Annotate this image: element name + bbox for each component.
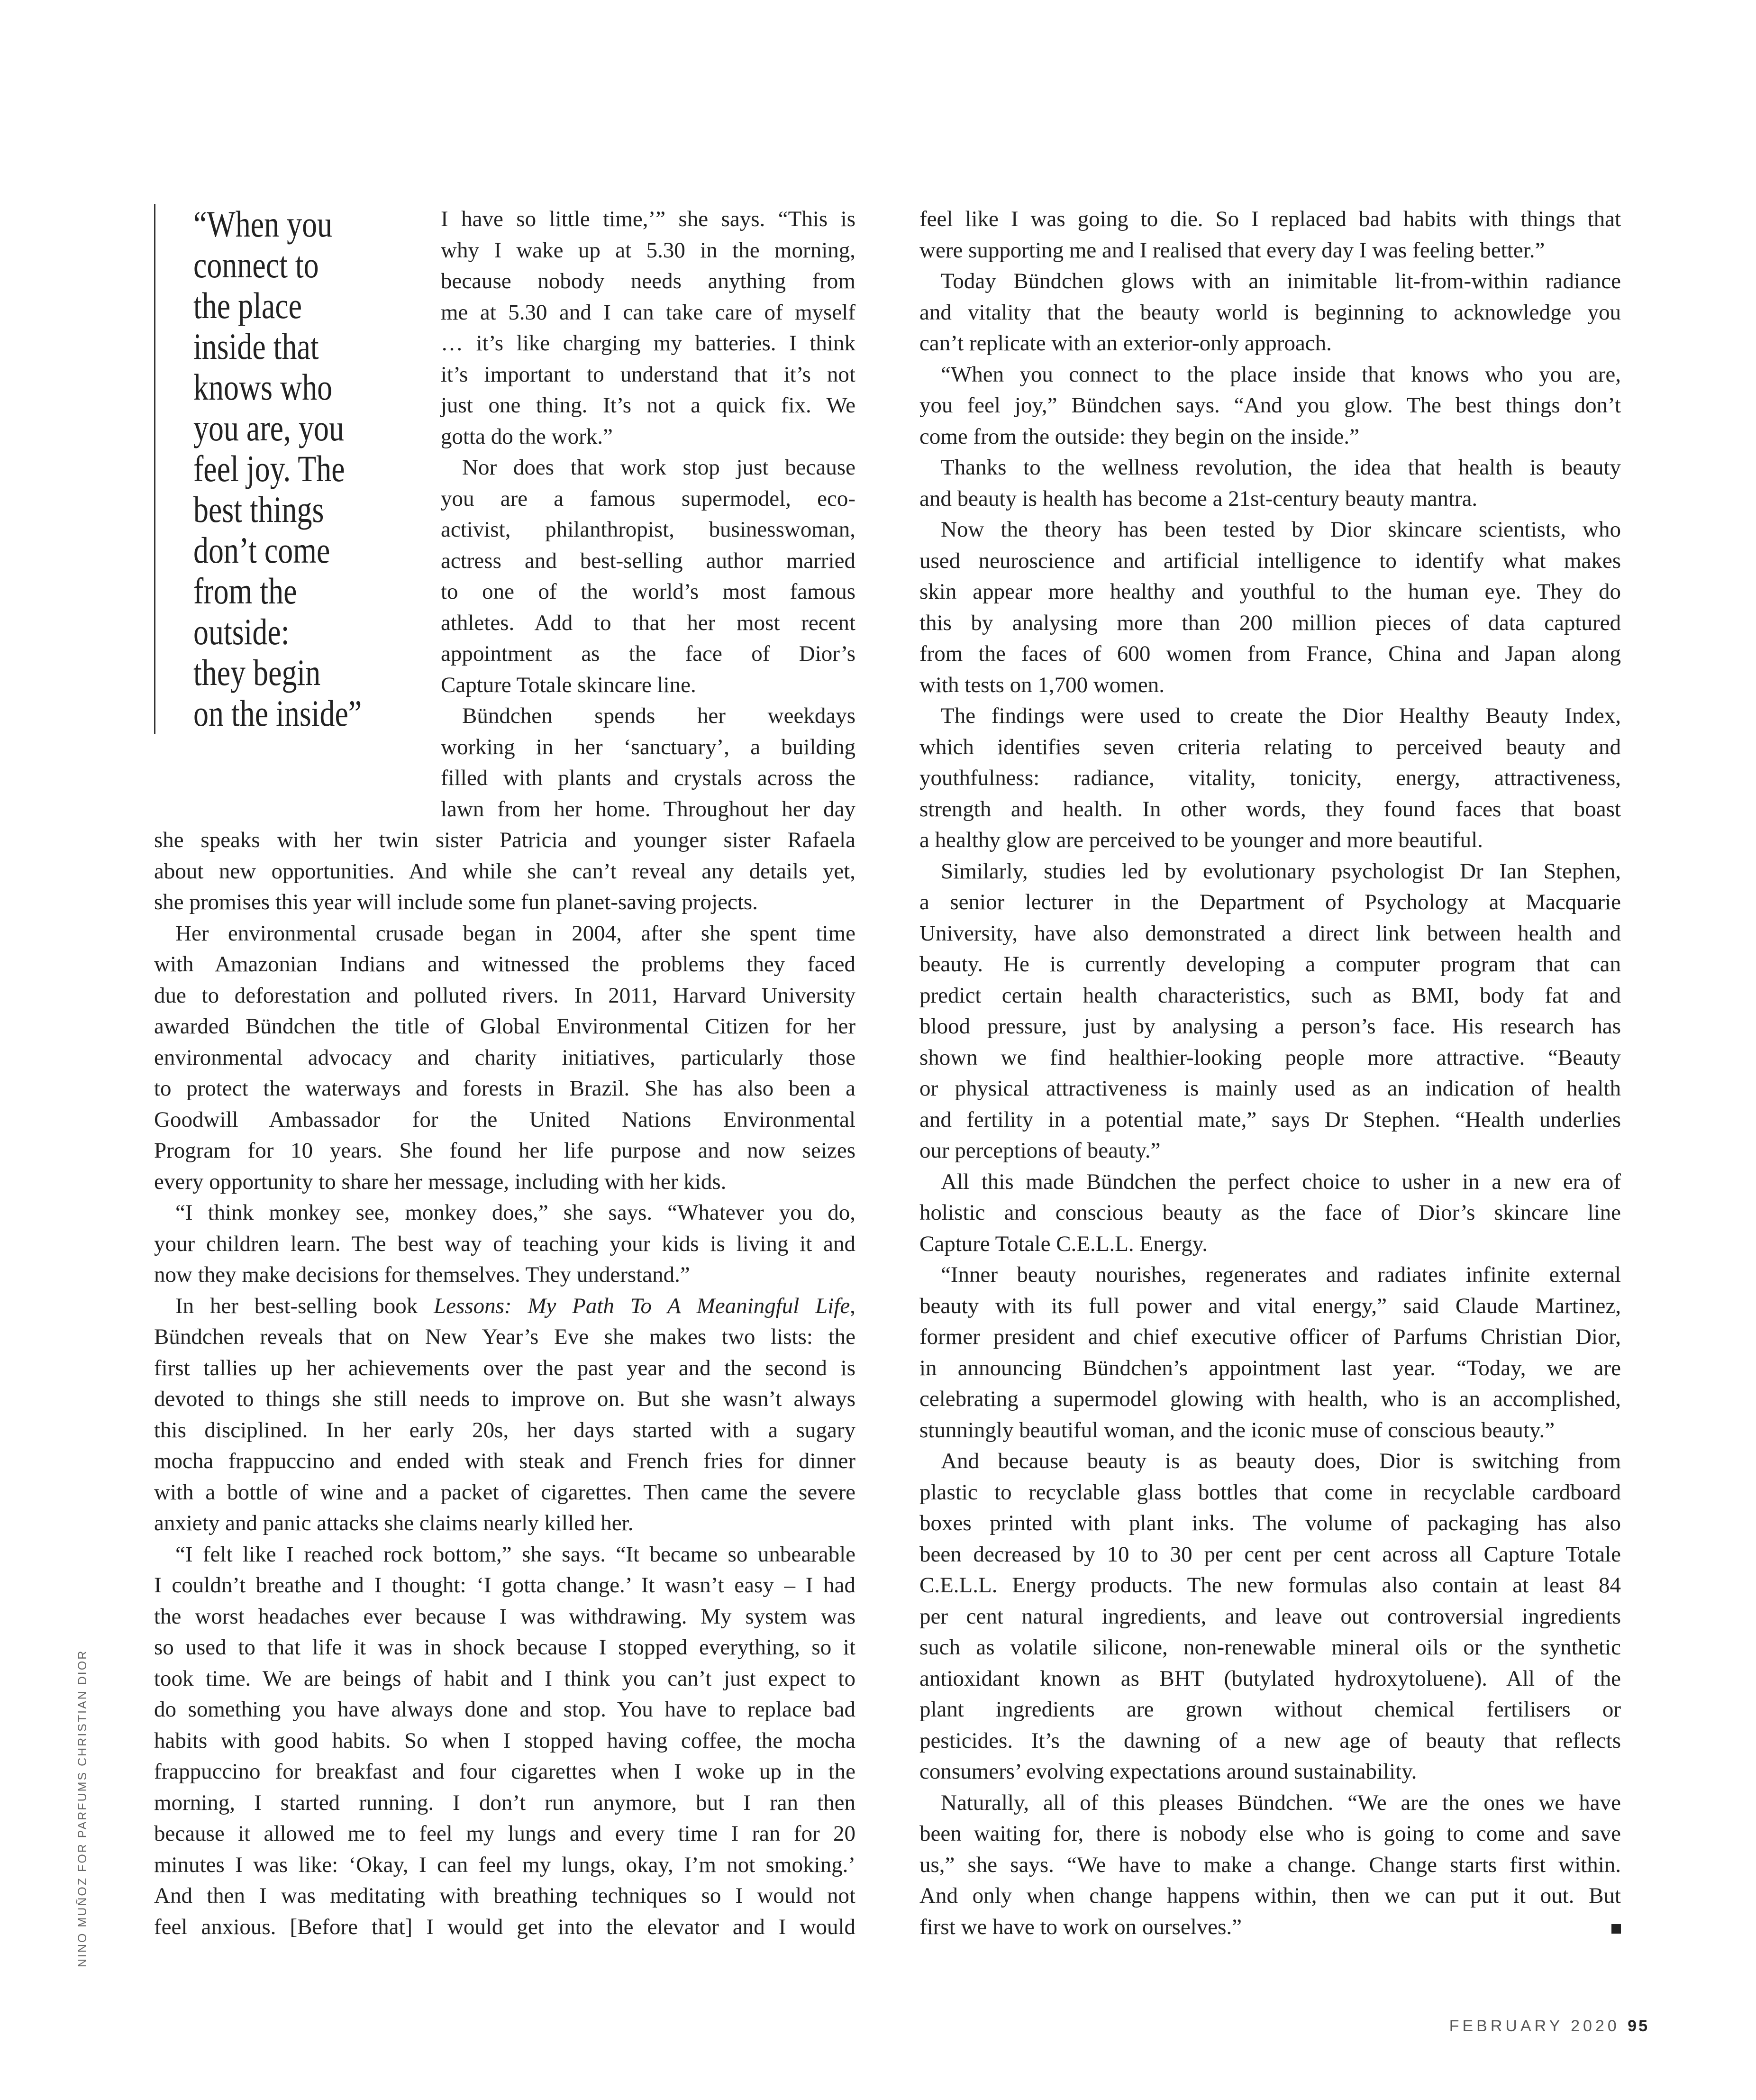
text-line: University, have also demonstrated a direct link between health and xyxy=(919,921,1621,946)
text-line: about new opportunities. And while she can’t reveal any details yet, xyxy=(154,858,855,884)
text-line: Today Bündchen glows with an inimitable lit-from-within radiance xyxy=(941,269,1621,293)
text-line: shown we find healthier-looking people more attractive. “Beauty xyxy=(919,1045,1621,1070)
text-line: feel anxious. [Before that] I would get into the elevator and I would xyxy=(154,1914,855,1939)
photo-credit: NINO MUÑOZ FOR PARFUMS CHRISTIAN DIOR xyxy=(76,1649,89,1967)
text-line: and beauty is health has become a 21st-century beauty mantra. xyxy=(919,486,1478,511)
text-line: or physical attractiveness is mainly used as an indication of health xyxy=(919,1076,1621,1101)
text-line: morning, I started running. I don’t run anymore, but I ran then xyxy=(154,1790,855,1815)
text-line: former president and chief executive officer of Parfums Christian Dior, xyxy=(919,1324,1621,1349)
text-line: it’s important to understand that it’s not xyxy=(441,362,855,387)
text-line: can’t replicate with an exterior-only approach. xyxy=(919,331,1332,356)
text-line: working in her ‘sanctuary’, a building xyxy=(441,734,855,759)
text-line: Her environmental crusade began in 2004, after she spent time xyxy=(175,921,855,946)
text-line: habits with good habits. So when I stopped having coffee, the mocha xyxy=(154,1728,855,1753)
text-line: with Amazonian Indians and witnessed the problems they faced xyxy=(154,952,855,977)
text-line: now they make decisions for themselves. They understand.” xyxy=(154,1262,690,1287)
text-line: first tallies up her achievements over the past year and the second is xyxy=(154,1355,855,1380)
text-line: which identifies seven criteria relating to perceived beauty and xyxy=(919,734,1621,759)
text-line: minutes I was like: ‘Okay, I can feel my lungs, okay, I’m not smoking.’ xyxy=(154,1852,855,1877)
text-line: strength and health. In other words, they found faces that boast xyxy=(919,796,1621,822)
page-number: 95 xyxy=(1628,2017,1649,2035)
text-line: were supporting me and I realised that every day I was feeling better.” xyxy=(919,237,1545,263)
text-line: a healthy glow are perceived to be younger and more beautiful. xyxy=(919,828,1483,852)
text-line: this disciplined. In her early 20s, her days started with a sugary xyxy=(154,1417,855,1443)
text-line: All this made Bündchen the perfect choice to usher in a new era of xyxy=(941,1169,1621,1194)
text-line: Bündchen reveals that on New Year’s Eve she makes two lists: the xyxy=(154,1324,855,1349)
pull-quote-line: outside: xyxy=(193,611,290,652)
text-line: used neuroscience and artificial intelligence to identify what makes xyxy=(919,548,1621,573)
text-line: “I think monkey see, monkey does,” she says. “Whatever you do, xyxy=(175,1200,855,1225)
text-line: “When you connect to the place inside that knows who you are, xyxy=(941,362,1621,387)
text-line: I couldn’t breathe and I thought: ‘I gotta change.’ It wasn’t easy – I had xyxy=(154,1573,855,1598)
pull-quote-line: “When you xyxy=(193,203,333,245)
text-line: been decreased by 10 to 30 per cent per cent across all Capture Totale xyxy=(919,1542,1621,1567)
pull-quote-line: they begin xyxy=(193,652,321,693)
text-line: Now the theory has been tested by Dior skincare scientists, who xyxy=(941,517,1621,542)
text-line: boxes printed with plant inks. The volume of packaging has also xyxy=(919,1511,1621,1535)
text-line: celebrating a supermodel glowing with health, who is an accomplished, xyxy=(919,1387,1621,1411)
text-line: first we have to work on ourselves.” xyxy=(919,1912,1621,1943)
text-line: skin appear more healthy and youthful to the human eye. They do xyxy=(919,579,1621,604)
pull-quote-line: knows who xyxy=(193,366,333,408)
text-line: antioxidant known as BHT (butylated hydroxytoluene). All of the xyxy=(919,1666,1621,1691)
column-1-top-text xyxy=(441,204,855,825)
text-line: from the faces of 600 women from France, China and Japan along xyxy=(919,641,1621,666)
text-line: and vitality that the beauty world is beginning to acknowledge you xyxy=(919,300,1621,325)
pull-quote-line: from the xyxy=(193,570,297,612)
text-line: a senior lecturer in the Department of Psychology at Macquarie xyxy=(919,890,1621,914)
text-line: with tests on 1,700 women. xyxy=(919,672,1165,697)
page-footer xyxy=(1449,2017,1649,2036)
text-line: devoted to things she still needs to improve on. But she wasn’t always xyxy=(154,1387,855,1411)
text-line: frappuccino for breakfast and four cigarettes when I woke up in the xyxy=(154,1759,855,1784)
text-line: us,” she says. “We have to make a change. Change starts first within. xyxy=(919,1852,1621,1877)
text-line: lawn from her home. Throughout her day xyxy=(441,796,855,822)
text-line: And then I was meditating with breathing techniques so I would not xyxy=(154,1883,855,1908)
text-line: filled with plants and crystals across the xyxy=(441,766,855,790)
text-line: Thanks to the wellness revolution, the idea that health is beauty xyxy=(941,455,1621,480)
pull-quote-text xyxy=(193,204,411,734)
text-line: beauty. He is currently developing a computer program that can xyxy=(919,952,1621,977)
text-line: such as volatile silicone, non-renewable mineral oils or the synthetic xyxy=(919,1635,1621,1660)
text-line: you are a famous supermodel, eco- xyxy=(441,486,855,511)
text-line: actress and best-selling author married xyxy=(441,548,855,573)
text-line: gotta do the work.” xyxy=(441,424,613,449)
text-line: to one of the world’s most famous xyxy=(441,579,855,604)
pull-quote-line: inside that xyxy=(193,326,319,367)
text-line: environmental advocacy and charity initiatives, particularly those xyxy=(154,1045,855,1070)
text-line: to protect the waterways and forests in Brazil. She has also been a xyxy=(154,1076,855,1101)
text-line: Program for 10 years. She found her life purpose and now seizes xyxy=(154,1138,855,1163)
text-line: and fertility in a potential mate,” says Dr Stephen. “Health underlies xyxy=(919,1107,1621,1132)
text-line: because it allowed me to feel my lungs and every time I ran for 20 xyxy=(154,1821,855,1846)
text-line: Capture Totale skincare line. xyxy=(441,672,696,697)
text-line: she speaks with her twin sister Patricia and younger sister Rafaela xyxy=(154,828,855,852)
text-line: been waiting for, there is nobody else who is going to come and save xyxy=(919,1821,1621,1846)
text-line: appointment as the face of Dior’s xyxy=(441,641,855,666)
text-line: she promises this year will include some fun planet-saving projects. xyxy=(154,890,758,914)
text-line: due to deforestation and polluted rivers. In 2011, Harvard University xyxy=(154,983,855,1008)
text-line: because nobody needs anything from xyxy=(441,269,855,293)
book-title: Lessons: My Path To A Meaningful Life xyxy=(434,1293,850,1318)
text-line: with a bottle of wine and a packet of cigarettes. Then came the severe xyxy=(154,1479,855,1505)
pull-quote-line: connect to xyxy=(193,244,319,285)
text-line: athletes. Add to that her most recent xyxy=(441,610,855,635)
text-line: “Inner beauty nourishes, regenerates and radiates infinite external xyxy=(941,1262,1621,1287)
text-line: Naturally, all of this pleases Bündchen. “We are the ones we have xyxy=(941,1790,1621,1815)
text-line: C.E.L.L. Energy products. The new formulas also contain at least 84 xyxy=(919,1573,1621,1598)
text-line: Similarly, studies led by evolutionary psychologist Dr Ian Stephen, xyxy=(941,858,1621,884)
text-line: come from the outside: they begin on the inside.” xyxy=(919,424,1360,449)
text-line: anxiety and panic attacks she claims nearly killed her. xyxy=(154,1511,634,1535)
text-line: predict certain health characteristics, such as BMI, body fat and xyxy=(919,983,1621,1008)
pull-quote-line: on the inside” xyxy=(193,693,362,734)
text-line: why I wake up at 5.30 in the morning, xyxy=(441,237,855,263)
text-line: just one thing. It’s not a quick fix. We xyxy=(441,393,855,418)
text-line: plant ingredients are grown without chemical fertilisers or xyxy=(919,1697,1621,1722)
text-line: holistic and conscious beauty as the face of Dior’s skincare line xyxy=(919,1200,1621,1225)
text-line: in announcing Bündchen’s appointment last year. “Today, we are xyxy=(919,1355,1621,1380)
text-line: your children learn. The best way of teaching your kids is living it and xyxy=(154,1231,855,1256)
text-line: the worst headaches ever because I was withdrawing. My system was xyxy=(154,1604,855,1629)
pull-quote-line: feel joy. The xyxy=(193,448,345,489)
text-line: feel like I was going to die. So I replaced bad habits with things that xyxy=(919,207,1621,231)
text-line: our perceptions of beauty.” xyxy=(919,1138,1161,1163)
text-line: you feel joy,” Bündchen says. “And you glow. The best things don’t xyxy=(919,393,1621,418)
text-line: Nor does that work stop just because xyxy=(462,455,855,480)
text-line: took time. We are beings of habit and I think you can’t just expect to xyxy=(154,1666,855,1691)
text-line: so used to that life it was in shock because I stopped everything, so it xyxy=(154,1635,855,1660)
text-line: In her best-selling book Lessons: My Path To A Meaningful Life, xyxy=(175,1293,855,1318)
text-line: me at 5.30 and I can take care of myself xyxy=(441,300,855,325)
text-line: The findings were used to create the Dior Healthy Beauty Index, xyxy=(941,703,1621,728)
text-line: consumers’ evolving expectations around sustainability. xyxy=(919,1759,1417,1784)
text-line: Bündchen spends her weekdays xyxy=(462,703,855,728)
text-line: youthfulness: radiance, vitality, tonicity, energy, attractiveness, xyxy=(919,766,1621,790)
text-line: stunningly beautiful woman, and the iconic muse of conscious beauty.” xyxy=(919,1417,1555,1443)
end-mark xyxy=(1611,1924,1621,1934)
text-line: I have so little time,’” she says. “This is xyxy=(441,207,855,231)
text-line: plastic to recyclable glass bottles that come in recyclable cardboard xyxy=(919,1479,1621,1505)
text-line: every opportunity to share her message, including with her kids. xyxy=(154,1169,727,1194)
text-line: mocha frappuccino and ended with steak and French fries for dinner xyxy=(154,1449,855,1473)
text-line: awarded Bündchen the title of Global Environmental Citizen for her xyxy=(154,1014,855,1039)
column-2-text xyxy=(919,204,1621,1943)
pull-quote-line: you are, you xyxy=(193,407,344,448)
text-line: And only when change happens within, then we can put it out. But xyxy=(919,1883,1621,1908)
text-line: do something you have always done and stop. You have to replace bad xyxy=(154,1697,855,1722)
issue-date: FEBRUARY 2020 xyxy=(1449,2017,1620,2035)
text-line: beauty with its full power and vital energy,” said Claude Martinez, xyxy=(919,1293,1621,1318)
text-line: … it’s like charging my batteries. I think xyxy=(441,331,855,356)
pull-quote-line: the place xyxy=(193,285,302,326)
pull-quote-line: best things xyxy=(193,489,324,530)
text-line: Goodwill Ambassador for the United Nations Environmental xyxy=(154,1107,855,1132)
text-line: per cent natural ingredients, and leave out controversial ingredients xyxy=(919,1604,1621,1629)
text-line: “I felt like I reached rock bottom,” she says. “It became so unbearable xyxy=(175,1542,855,1567)
pull-quote xyxy=(154,204,402,734)
column-1-bottom-text xyxy=(154,825,855,1943)
text-line: Capture Totale C.E.L.L. Energy. xyxy=(919,1231,1208,1256)
text-line: this by analysing more than 200 million pieces of data captured xyxy=(919,610,1621,635)
text-line: activist, philanthropist, businesswoman, xyxy=(441,517,855,542)
text-line: pesticides. It’s the dawning of a new age of beauty that reflects xyxy=(919,1728,1621,1753)
pull-quote-line: don’t come xyxy=(193,530,330,571)
text-line: And because beauty is as beauty does, Dior is switching from xyxy=(941,1449,1621,1473)
text-line: blood pressure, just by analysing a person’s face. His research has xyxy=(919,1014,1621,1039)
